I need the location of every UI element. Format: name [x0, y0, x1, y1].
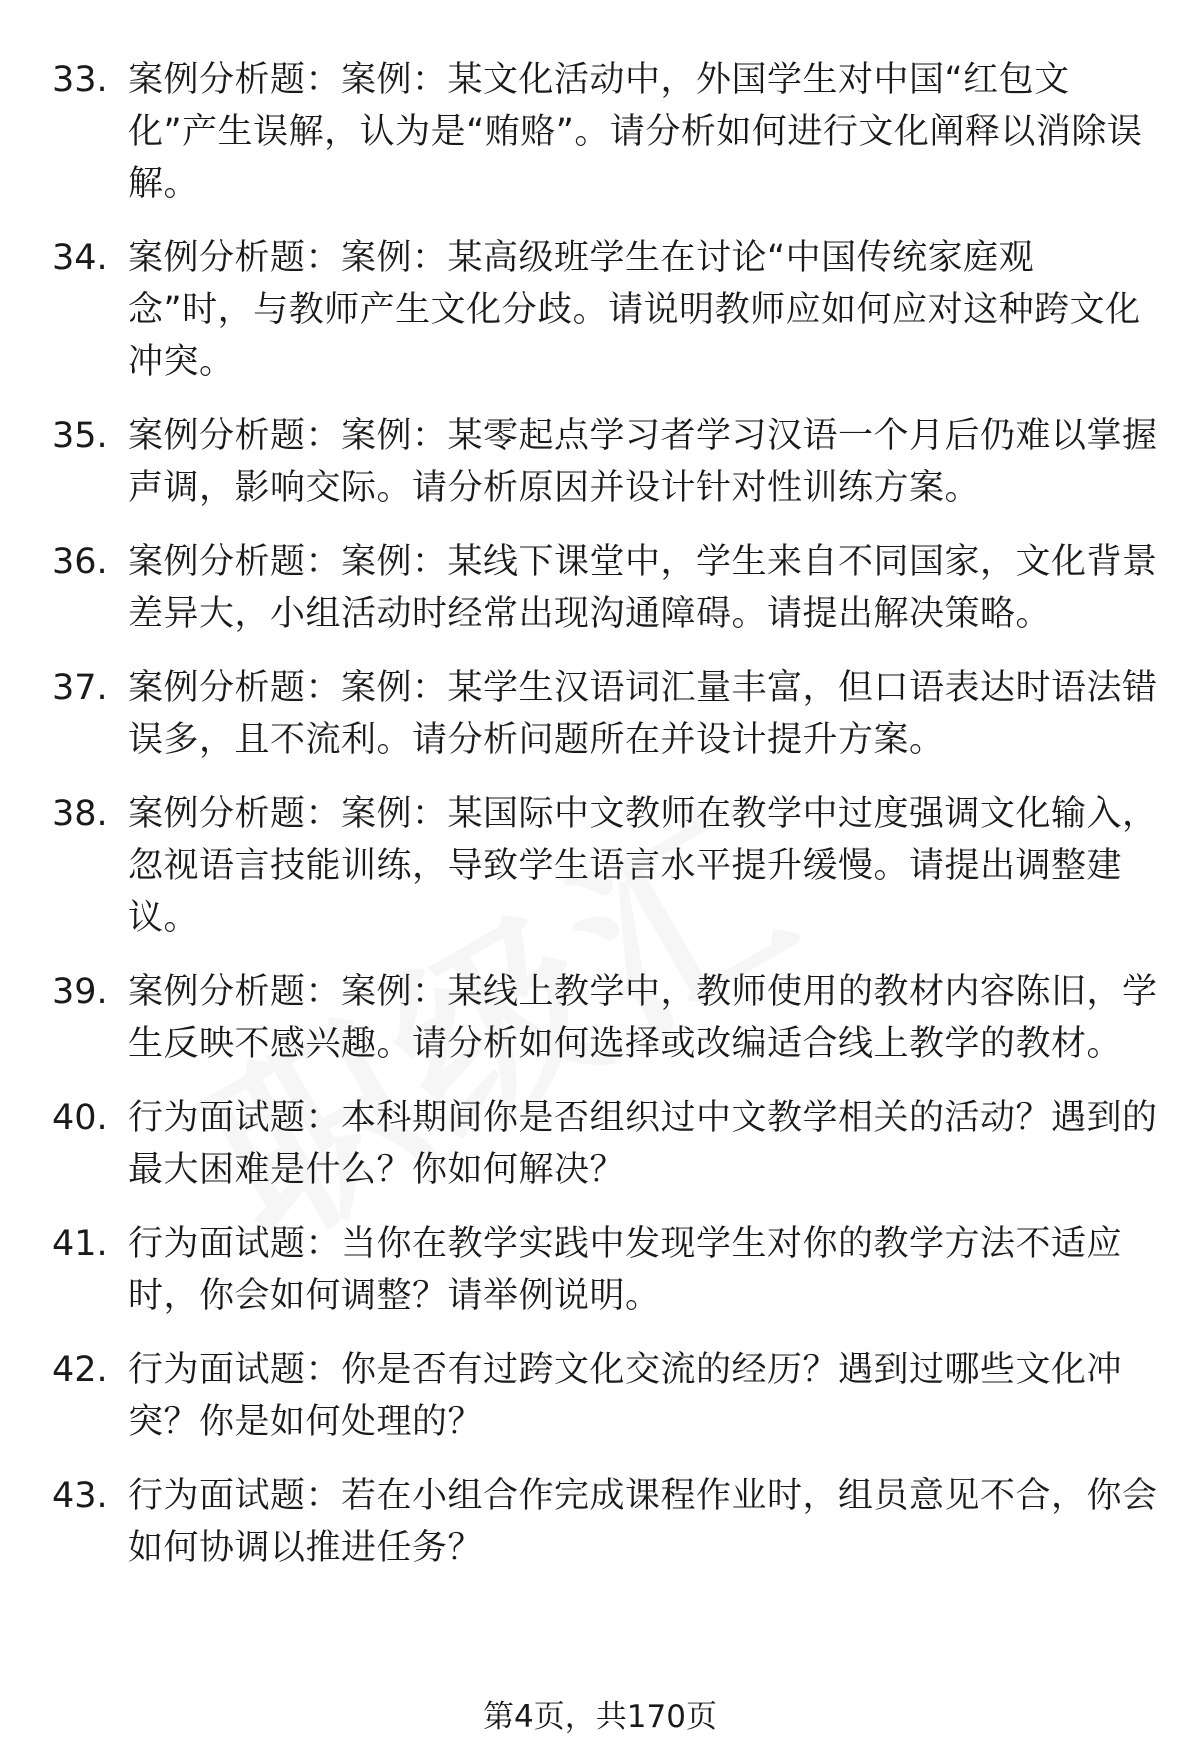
- question-number: 35.: [52, 416, 108, 456]
- question-item: [0, 1344, 1200, 1448]
- question-text: 案例分析题：案例：某零起点学习者学习汉语一个月后仍难以掌握声调，影响交际。请分析原因并设计针对性训练方案。: [128, 416, 1158, 508]
- question-item: [0, 662, 1200, 766]
- question-item: [0, 1470, 1200, 1574]
- question-number: 43.: [52, 1476, 108, 1516]
- question-number: 33.: [52, 60, 108, 100]
- question-number: 36.: [52, 542, 108, 582]
- page-number-label: 第4页，共170页: [483, 1699, 717, 1735]
- question-number: 40.: [52, 1098, 108, 1138]
- question-item: [0, 1092, 1200, 1196]
- question-text: 行为面试题：你是否有过跨文化交流的经历？遇到过哪些文化冲突？你是如何处理的？: [128, 1350, 1123, 1442]
- question-item: [0, 536, 1200, 640]
- question-number: 37.: [52, 668, 108, 708]
- question-item: [0, 788, 1200, 944]
- question-text: 案例分析题：案例：某高级班学生在讨论“中国传统家庭观念”时，与教师产生文化分歧。请说明教师应如何应对这种跨文化冲突。: [128, 238, 1141, 382]
- question-item: [0, 410, 1200, 514]
- question-number: 42.: [52, 1350, 108, 1390]
- question-number: 39.: [52, 972, 108, 1012]
- question-number: 38.: [52, 794, 108, 834]
- question-number: 41.: [52, 1224, 108, 1264]
- question-item: [0, 966, 1200, 1070]
- question-item: [0, 54, 1200, 210]
- question-text: 案例分析题：案例：某线下课堂中，学生来自不同国家，文化背景差异大，小组活动时经常出现沟通障碍。请提出解决策略。: [128, 542, 1158, 634]
- question-item: [0, 1218, 1200, 1322]
- question-text: 案例分析题：案例：某学生汉语词汇量丰富，但口语表达时语法错误多，且不流利。请分析问题所在并设计提升方案。: [128, 668, 1158, 760]
- question-text: 案例分析题：案例：某国际中文教师在教学中过度强调文化输入，忽视语言技能训练，导致学生语言水平提升缓慢。请提出调整建议。: [128, 794, 1158, 938]
- question-text: 行为面试题：若在小组合作完成课程作业时，组员意见不合，你会如何协调以推进任务？: [128, 1476, 1158, 1568]
- question-text: 案例分析题：案例：某线上教学中，教师使用的教材内容陈旧，学生反映不感兴趣。请分析如何选择或改编适合线上教学的教材。: [128, 972, 1158, 1064]
- question-text: 行为面试题：当你在教学实践中发现学生对你的教学方法不适应时，你会如何调整？请举例说明。: [128, 1224, 1123, 1316]
- question-text: 案例分析题：案例：某文化活动中，外国学生对中国“红包文化”产生误解，认为是“贿赂”。请分析如何进行文化阐释以消除误解。: [128, 60, 1143, 204]
- question-item: [0, 232, 1200, 388]
- question-number: 34.: [52, 238, 108, 278]
- page-footer: [0, 1697, 1200, 1737]
- question-text: 行为面试题：本科期间你是否组织过中文教学相关的活动？遇到的最大困难是什么？你如何解决？: [128, 1098, 1158, 1190]
